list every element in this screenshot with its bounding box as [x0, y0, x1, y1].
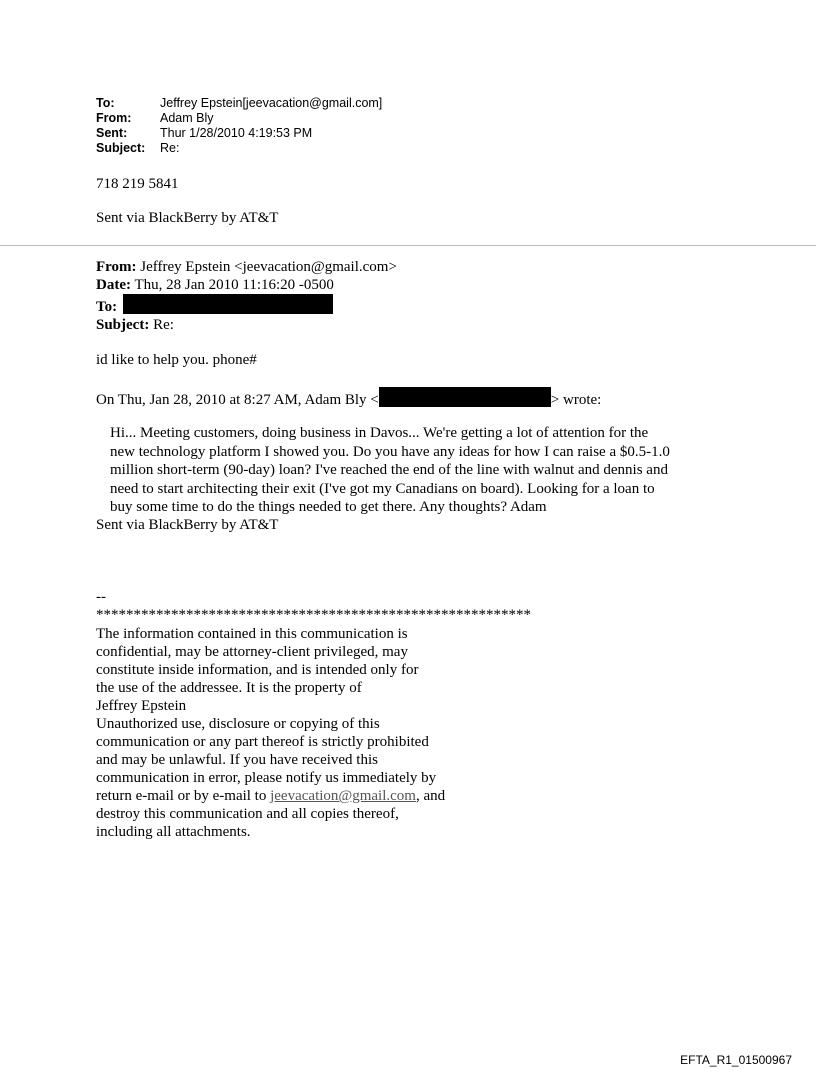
- email-link[interactable]: jeevacation@gmail.com: [270, 788, 416, 804]
- header-subject-row: [96, 141, 382, 156]
- from-label: From:: [96, 111, 132, 125]
- fwd-subject-row: [96, 316, 397, 334]
- fwd-subject-value: Re:: [153, 317, 174, 333]
- disclaimer-line: the use of the addressee. It is the property of: [96, 680, 362, 696]
- redaction-bar: [379, 387, 551, 407]
- disclaimer-line: The information contained in this communication is: [96, 626, 408, 642]
- redaction-bar: [123, 294, 333, 314]
- disclaimer-line: destroy this communication and all copies thereof,: [96, 806, 399, 822]
- disclaimer-line: including all attachments.: [96, 824, 251, 840]
- fwd-from-row: [96, 258, 397, 276]
- disclaimer-return-line: [96, 787, 445, 805]
- header-to-row: [96, 96, 382, 111]
- from-value: Adam Bly: [160, 111, 214, 125]
- sig-stars: **********************************************************: [96, 607, 531, 623]
- fwd-date-row: [96, 276, 397, 294]
- header-from-row: [96, 111, 382, 126]
- fwd-subject-label: Subject:: [96, 317, 150, 333]
- sent-label: Sent:: [96, 126, 128, 140]
- quoted-message: [110, 424, 750, 517]
- return-suffix: , and: [415, 788, 446, 804]
- quote-attribution: [96, 387, 601, 409]
- fwd-date-label: Date:: [96, 277, 131, 293]
- disclaimer-line: communication in error, please notify us immediately by: [96, 770, 437, 786]
- fwd-from-label: From:: [96, 259, 137, 275]
- attribution-prefix: On Thu, Jan 28, 2010 at 8:27 AM, Adam Bly <: [96, 392, 379, 408]
- subject-value: Re:: [160, 141, 180, 155]
- quoted-signature: Sent via BlackBerry by AT&T: [96, 517, 279, 533]
- confidentiality-disclaimer: [96, 625, 445, 841]
- phone-number: 718 219 5841: [96, 176, 179, 192]
- disclaimer-line: Jeffrey Epstein: [96, 698, 187, 714]
- reply-message: id like to help you. phone#: [96, 352, 257, 368]
- header-sent-row: [96, 126, 382, 141]
- attribution-suffix: > wrote:: [550, 392, 602, 408]
- forwarded-header: [96, 258, 397, 334]
- quoted-line: need to start architecting their exit (I've got my Canadians on board). Looking for a loan to: [110, 480, 655, 497]
- disclaimer-line: communication or any part thereof is strictly prohibited: [96, 734, 429, 750]
- disclaimer-line: and may be unlawful. If you have received this: [96, 752, 378, 768]
- quoted-line: new technology platform I showed you. Do you have any ideas for how I can raise a $0.5-1.0: [110, 443, 670, 460]
- return-prefix: return e-mail or by e-mail to: [96, 788, 271, 804]
- fwd-to-row: [96, 294, 397, 316]
- quoted-line: million short-term (90-day) loan? I've reached the end of the line with walnut and dennis and: [110, 462, 668, 478]
- subject-label: Subject:: [96, 141, 146, 155]
- quoted-line: buy some time to do the things needed to get there. Any thoughts? Adam: [110, 499, 547, 515]
- to-value: Jeffrey Epstein[jeevacation@gmail.com]: [160, 96, 383, 110]
- sent-value: Thur 1/28/2010 4:19:53 PM: [160, 126, 313, 140]
- quoted-line: Hi... Meeting customers, doing business in Davos... We're getting a lot of attention for the: [110, 425, 649, 441]
- disclaimer-line: Unauthorized use, disclosure or copying of this: [96, 716, 380, 732]
- disclaimer-line: constitute inside information, and is intended only for: [96, 662, 419, 678]
- disclaimer-line: confidential, may be attorney-client privileged, may: [96, 644, 408, 660]
- message-divider: [0, 245, 816, 246]
- fwd-from-value: Jeffrey Epstein <jeevacation@gmail.com>: [140, 259, 397, 275]
- email-header: [96, 96, 382, 156]
- fwd-to-label: To:: [96, 299, 118, 315]
- document-id: EFTA_R1_01500967: [680, 1053, 792, 1067]
- top-signature: Sent via BlackBerry by AT&T: [96, 210, 279, 226]
- sig-dashes: --: [96, 589, 106, 605]
- fwd-date-value: Thu, 28 Jan 2010 11:16:20 -0500: [134, 277, 334, 293]
- to-label: To:: [96, 96, 115, 110]
